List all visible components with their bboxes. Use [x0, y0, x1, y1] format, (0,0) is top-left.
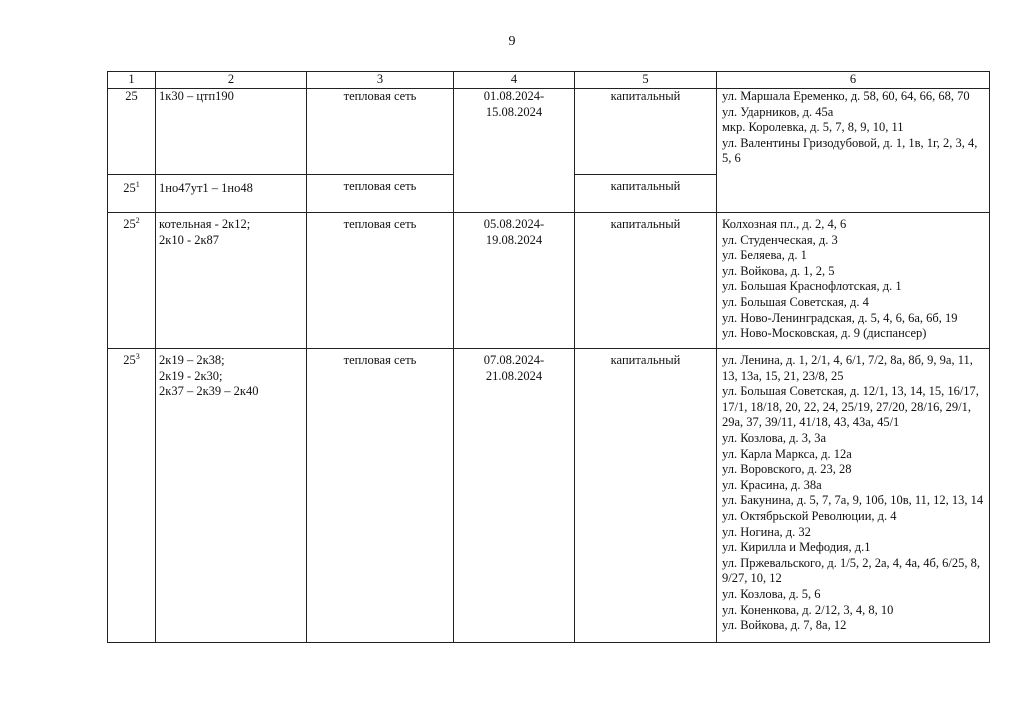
- row-number: 25: [108, 89, 156, 175]
- table-row: [108, 89, 990, 175]
- row-number: $25^1$: [108, 175, 156, 213]
- address-list: ул. Ленина, д. 1, 2/1, 4, 6/1, 7/2, 8а, 8б, 9, 9а, 11, 13, 13а, 15, 21, 23/8, 25 ул. Большая Советская, д. 12/1, 13, 14, 15, 16/17, 17/1, 18/18, 20, 22, 24, 25/19, 27/20, 28/16, 29/1, 29а, 37, 39/11, 41/18, 43, 43а, 45/1 ул. Козлова, д. 3, 3а ул. Карла Маркса, д. 12а ул. Воровского, д. 23, 28 ул. Красина, д. 38а ул. Бакунина, д. 5, 7, 7а, 9, 10б, 10в, 11, 12, 13, 14 ул. Октябрьской Революции, д. 4 ул. Ногина, д. 32 ул. Кирилла и Мефодия, д.1 ул. Пржевальского, д. 1/5, 2, 2а, 4, 4а, 4б, 6/25, 8, 9/27, 10, 12 ул. Козлова, д. 5, 6 ул. Коненкова, д. 2/12, 3, 4, 8, 10 ул. Войкова, д. 7, 8а, 12: [717, 349, 990, 643]
- repair-period: 01.08.2024- 15.08.2024: [454, 89, 575, 213]
- network-section: котельная - 2к12; 2к10 - 2к87: [156, 213, 307, 349]
- object-type: тепловая сеть: [307, 213, 454, 349]
- header-row: [108, 72, 990, 89]
- network-section: 1но47ут1 – 1но48: [156, 175, 307, 213]
- address-list: ул. Маршала Еременко, д. 58, 60, 64, 66, 68, 70 ул. Ударников, д. 45а мкр. Королевка, д. 5, 7, 8, 9, 10, 11 ул. Валентины Гризодубовой, д. 1, 1в, 1г, 2, 3, 4, 5, 6: [717, 89, 990, 213]
- repair-period: 07.08.2024- 21.08.2024: [454, 349, 575, 643]
- network-section: 1к30 – цтп190: [156, 89, 307, 175]
- col-header-4: 4: [454, 72, 575, 89]
- repair-schedule-table: [107, 71, 990, 643]
- repair-period: 05.08.2024- 19.08.2024: [454, 213, 575, 349]
- row-number: $25^2$: [108, 213, 156, 349]
- col-header-6: 6: [717, 72, 990, 89]
- address-list: Колхозная пл., д. 2, 4, 6 ул. Студенческая, д. 3 ул. Беляева, д. 1 ул. Войкова, д. 1, 2, 5 ул. Большая Краснофлотская, д. 1 ул. Большая Советская, д. 4 ул. Ново-Ленинградская, д. 5, 4, 6, 6а, 6б, 19 ул. Ново-Московская, д. 9 (диспансер): [717, 213, 990, 349]
- object-type: тепловая сеть: [307, 349, 454, 643]
- object-type: тепловая сеть: [307, 175, 454, 213]
- col-header-1: 1: [108, 72, 156, 89]
- col-header-5: 5: [575, 72, 717, 89]
- page-number: 9: [508, 34, 516, 49]
- repair-type: капитальный: [575, 349, 717, 643]
- repair-type: капитальный: [575, 175, 717, 213]
- table-row: [108, 349, 990, 643]
- network-section: 2к19 – 2к38; 2к19 - 2к30; 2к37 – 2к39 – 2к40: [156, 349, 307, 643]
- object-type: тепловая сеть: [307, 89, 454, 175]
- col-header-3: 3: [307, 72, 454, 89]
- row-number: $25^3$: [108, 349, 156, 643]
- col-header-2: 2: [156, 72, 307, 89]
- repair-type: капитальный: [575, 89, 717, 175]
- repair-type: капитальный: [575, 213, 717, 349]
- table-row: [108, 213, 990, 349]
